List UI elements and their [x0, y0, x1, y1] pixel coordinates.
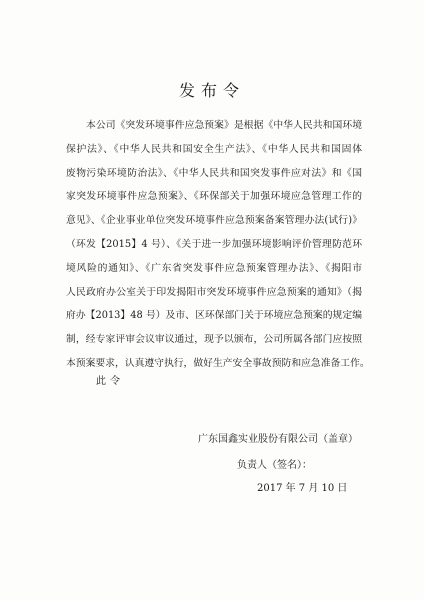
- body-line: 人民政府办公室关于印发揭阳市突发环境事件应急预案的通知》（揭: [66, 286, 362, 298]
- document-title: 发布令: [178, 81, 245, 100]
- responsible-signature: 负责人（签名）：: [237, 460, 312, 471]
- body-line: 意见》、《企业事业单位突发环境事件应急预案备案管理办法(试行)》: [66, 215, 362, 227]
- body-line: 府办【2013】48 号）及市、区环保部门关于环境应急预案的规定编: [66, 310, 362, 322]
- body-line: 本公司《突发环境事件应急预案》是根据《中华人民共和国环境: [86, 120, 362, 131]
- body-line: 家突发环境事件应急预案》、《环保部关于加强环境应急管理工作的: [66, 191, 362, 203]
- body-line: 制，经专家评审会议审议通过，现予以颁布，公司所属各部门应按照: [66, 334, 362, 346]
- document-date: 2017 年 7 月 10 日: [257, 483, 348, 494]
- body-line: （环发【2015】4 号）、《关于进一步加强环境影响评价管理防范环: [66, 238, 362, 250]
- body-line: 境风险的通知》、《广东省突发事件应急预案管理办法》、《揭阳市: [66, 262, 362, 274]
- document-body: [66, 114, 370, 376]
- body-line: 本预案要求，认真遵守执行，做好生产安全事故预防和应急准备工作。: [66, 357, 370, 369]
- body-line: 保护法》、《中华人民共和国安全生产法》、《中华人民共和国固体: [66, 143, 362, 155]
- company-name: 广东国鑫实业股份有限公司（盖章）: [198, 434, 358, 445]
- closing-phrase: 此令: [96, 376, 124, 387]
- body-line: 废物污染环境防治法》、《中华人民共和国突发事件应对法》和《国: [66, 167, 362, 179]
